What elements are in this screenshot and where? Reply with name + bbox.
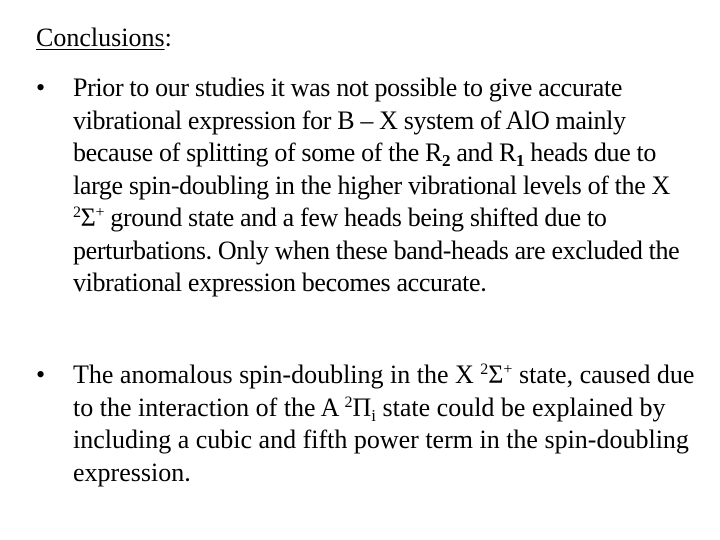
plus-superscript: + [503,361,513,378]
heading-label: Conclusions [36,23,165,52]
bullet-item-2 [36,359,700,489]
bullet-1-part-4: ground state and a few heads being shifted due to perturbations. Only when these band-heads are excluded the vibrational expression becomes accurate. [73,203,680,297]
bullet-item-1 [36,72,700,300]
multiplicity-superscript: 2 [344,393,353,411]
i-subscript: i [371,405,377,425]
slide-heading [36,22,172,54]
bullet-marker: • [36,360,46,389]
multiplicity-superscript: 2 [73,204,81,221]
sigma-symbol: Σ [80,203,96,232]
bullet-1-part-3: heads due to large spin-doubling in the higher vibrational levels of the X [73,138,670,200]
bullet-2-text [73,359,700,489]
bullet-marker: • [36,73,46,102]
bullet-1-part-1: Prior to our studies it was not possible to give accurate vibrational expression for B – X system of AlO mainly because of splitting of some of the R [73,73,626,167]
multiplicity-superscript: 2 [480,361,489,378]
sigma-symbol: Σ [488,360,504,389]
bullet-2-part-1: The anomalous spin-doubling in the X [73,360,481,389]
bullet-2-part-2: state, caused due to the interaction of the A [73,360,695,422]
pi-symbol: Π [352,392,372,422]
heading-colon: : [164,23,172,52]
plus-superscript: + [95,204,105,221]
bullet-1-text [73,72,700,300]
bullet-2-part-3: state could be explained by including a cubic and fifth power term in the spin-doubling expression. [73,392,689,487]
r1-subscript: 1 [515,151,525,170]
r2-subscript: 2 [442,151,451,170]
bullet-1-part-2: and R [450,138,516,167]
